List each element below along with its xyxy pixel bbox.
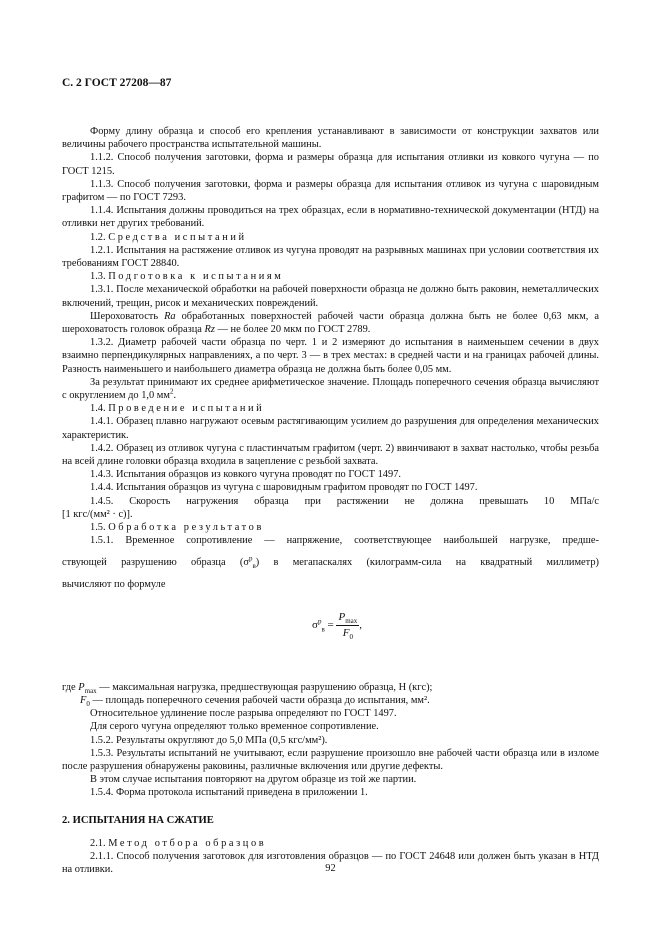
- subheading-text: Подготовка к испытаниям: [108, 271, 284, 283]
- text-run: где: [62, 681, 76, 693]
- superscript: 2: [169, 387, 174, 396]
- p-sub: max: [84, 686, 97, 695]
- text-run: — площадь поперечного сечения рабочей части образца до испытания, мм².: [92, 694, 430, 706]
- comma: ,: [359, 618, 363, 631]
- fraction: [336, 611, 359, 640]
- ra-symbol: Ra: [164, 310, 176, 322]
- p-sub: max: [345, 616, 358, 625]
- subheading-1-4: [62, 402, 599, 415]
- subheading-number: 1.5.: [90, 522, 106, 534]
- page-number: 92: [325, 863, 336, 874]
- p-symbol: P: [338, 610, 346, 623]
- subheading-text: Обработка результатов: [108, 522, 264, 534]
- subheading-text: Метод отбора образцов: [108, 837, 267, 849]
- subheading-1-2: [62, 231, 599, 244]
- paragraph-1-1-3: 1.1.3. Способ получения заготовки, форма и размеры образца для испытания отливок из чугуна с шаровидным графитом — по ГОСТ 7293.: [62, 178, 599, 204]
- text-run: обработанных поверхностей рабочей части образца должна быть не более 0,63 мкм, а шероховатость головок образца: [62, 310, 599, 336]
- equals-sign: =: [327, 618, 334, 631]
- paragraph-2-1-1: 2.1.1. Способ получения заготовок для изготовления образцов — по ГОСТ 24648 или должен быть указан в НТД на отливки.: [62, 850, 599, 876]
- paragraph-1-3-1: 1.3.1. После механической обработки на рабочей поверхности образца не должно быть раковин, неметаллических включений, трещин, рисок и механических повреждений.: [62, 284, 599, 309]
- subheading-number: 1.2.: [90, 231, 106, 243]
- tensile-strength-formula: [62, 603, 599, 661]
- text-run: — не более 20 мкм по ГОСТ 2789.: [217, 324, 371, 336]
- numerator: [336, 611, 359, 626]
- paragraph-1-5-3: 1.5.3. Результаты испытаний не учитывают, если разрушение произошло вне рабочей части образца или в изломе после разрушения обнаружены раковины, различные включения или другие дефекты.: [62, 747, 599, 772]
- text-run: ствующей разрушению образца: [62, 556, 226, 568]
- subheading-text: Средства испытаний: [108, 231, 247, 243]
- paragraph-average: [62, 376, 599, 402]
- paragraph-1-1-4: 1.1.4. Испытания должны проводиться на трех образцах, если в нормативно-технической документации (НТД) на отливки нет других требований.: [62, 205, 599, 230]
- text-line: [62, 556, 599, 569]
- f-symbol: F: [342, 626, 350, 639]
- rz-symbol: Rz: [204, 324, 215, 336]
- where-line-1: [62, 681, 599, 694]
- formula-sigma-sub: в: [321, 625, 325, 634]
- subheading-text: Проведение испытаний: [108, 403, 265, 415]
- paragraph-formula-intro: вычисляют по формуле: [62, 578, 166, 590]
- paragraph-1-5-1: 1.5.1. Временное сопротивление — напряжение, соответствующее наибольшей нагрузке, предше-: [90, 535, 599, 547]
- subheading-1-3: [62, 270, 599, 283]
- formula-sigma: σ: [312, 618, 318, 631]
- subheading-number: 2.1.: [90, 837, 106, 849]
- f-sub: 0: [349, 633, 353, 642]
- paragraph-1-1-2: 1.1.2. Способ получения заготовки, форма и размеры образца для испытания отливки из ковкого чугуна — по ГОСТ 1215.: [62, 152, 599, 177]
- where-line-2: [62, 694, 599, 707]
- paragraph-1-4-4: 1.4.4. Испытания образцов из чугуна с шаровидным графитом проводят по ГОСТ 1497.: [90, 482, 478, 494]
- text-run: За результат принимают их среднее арифметическое значение. Площадь поперечного сечения образца вычисляют с округлением до 1,0 мм: [62, 376, 599, 402]
- section-title-2: 2. ИСПЫТАНИЯ НА СЖАТИЕ: [62, 814, 214, 826]
- text-run: Шероховатость: [90, 310, 159, 322]
- subheading-number: 1.3.: [90, 271, 106, 283]
- f-symbol: F: [80, 694, 87, 706]
- paragraph: Форму длину образца и способ его крепления устанавливают в зависимости от конструкции захватов или величины рабочего пространства испытательной машины.: [62, 126, 599, 151]
- sigma-sub: в: [252, 561, 256, 570]
- formula-sigma-sup: р: [317, 617, 322, 626]
- paragraph-1-2-1: 1.2.1. Испытания на растяжение отливок из чугуна проводят на разрывных машинах при условии соответствия их требованиям ГОСТ 28840.: [62, 244, 599, 270]
- subheading-number: 1.4.: [90, 403, 106, 415]
- paragraph-roughness: [62, 310, 599, 336]
- paragraph-1-4-2: 1.4.2. Образец из отливок чугуна с пластинчатым графитом (черт. 2) ввинчивают в захват настолько, чтобы резьба на всей длине головки образца входила в зацепление с резьбой захвата.: [62, 442, 599, 468]
- running-header: С. 2 ГОСТ 27208—87: [62, 77, 172, 89]
- text-run: — максимальная нагрузка, предшествующая разрушению образца, Н (кгс);: [99, 681, 433, 693]
- paragraph-1-4-3: 1.4.3. Испытания образцов из ковкого чугуна проводят по ГОСТ 1497.: [90, 469, 401, 481]
- paragraph-1-5-2: 1.5.2. Результаты округляют до 5,0 МПа (0,5 кгс/мм²).: [90, 734, 328, 746]
- paragraph-elongation: Относительное удлинение после разрыва определяют по ГОСТ 1497.: [90, 708, 397, 720]
- formula-inner: [312, 611, 362, 640]
- paragraph-1-4-1: 1.4.1. Образец плавно нагружают осевым растягивающим усилием до разрушения для определения механических характеристик.: [62, 416, 599, 441]
- paragraph-1-5-1-cont: [62, 550, 599, 578]
- body-text: [62, 125, 599, 876]
- paragraph-1-5-4: 1.5.4. Форма протокола испытаний приведена в приложении 1.: [90, 787, 368, 799]
- paragraph-1-3-2: 1.3.2. Диаметр рабочей части образца по черт. 1 и 2 измеряют до испытания в наименьшем сечении в двух взаимно перпендикулярных направлениях, а по черт. 3 — в трех местах: в средней части и на границах рабочей длины. Разность наименьшего и наибольшего диаметра образца не должна быть более 0,05 мм.: [62, 337, 599, 375]
- paragraph-1-4-5: 1.4.5. Скорость нагружения образца при растяжении не должна превышать 10 МПа/с: [90, 495, 599, 507]
- f-sub: 0: [86, 699, 90, 708]
- text-run: в мегапаскалях (килограмм-сила на квадратный миллиметр): [273, 556, 599, 568]
- paragraph-1-5-3-cont: В этом случае испытания повторяют на другом образце из той же партии.: [90, 774, 417, 786]
- paragraph-gray-iron: Для серого чугуна определяют только временное сопротивление.: [90, 721, 379, 733]
- text-run: .: [173, 390, 177, 402]
- subheading-1-5: [62, 521, 599, 534]
- paragraph-1-4-5-cont: [1 кгс/(мм² · с)].: [62, 508, 133, 520]
- denominator: [336, 626, 359, 640]
- sigma-symbol: $(\sigma^р_в)$: [239, 554, 260, 570]
- p-symbol: P: [78, 681, 85, 693]
- subheading-2-1: [62, 837, 599, 850]
- sigma-sup: р: [248, 554, 253, 563]
- sigma-glyph: σ: [243, 556, 249, 568]
